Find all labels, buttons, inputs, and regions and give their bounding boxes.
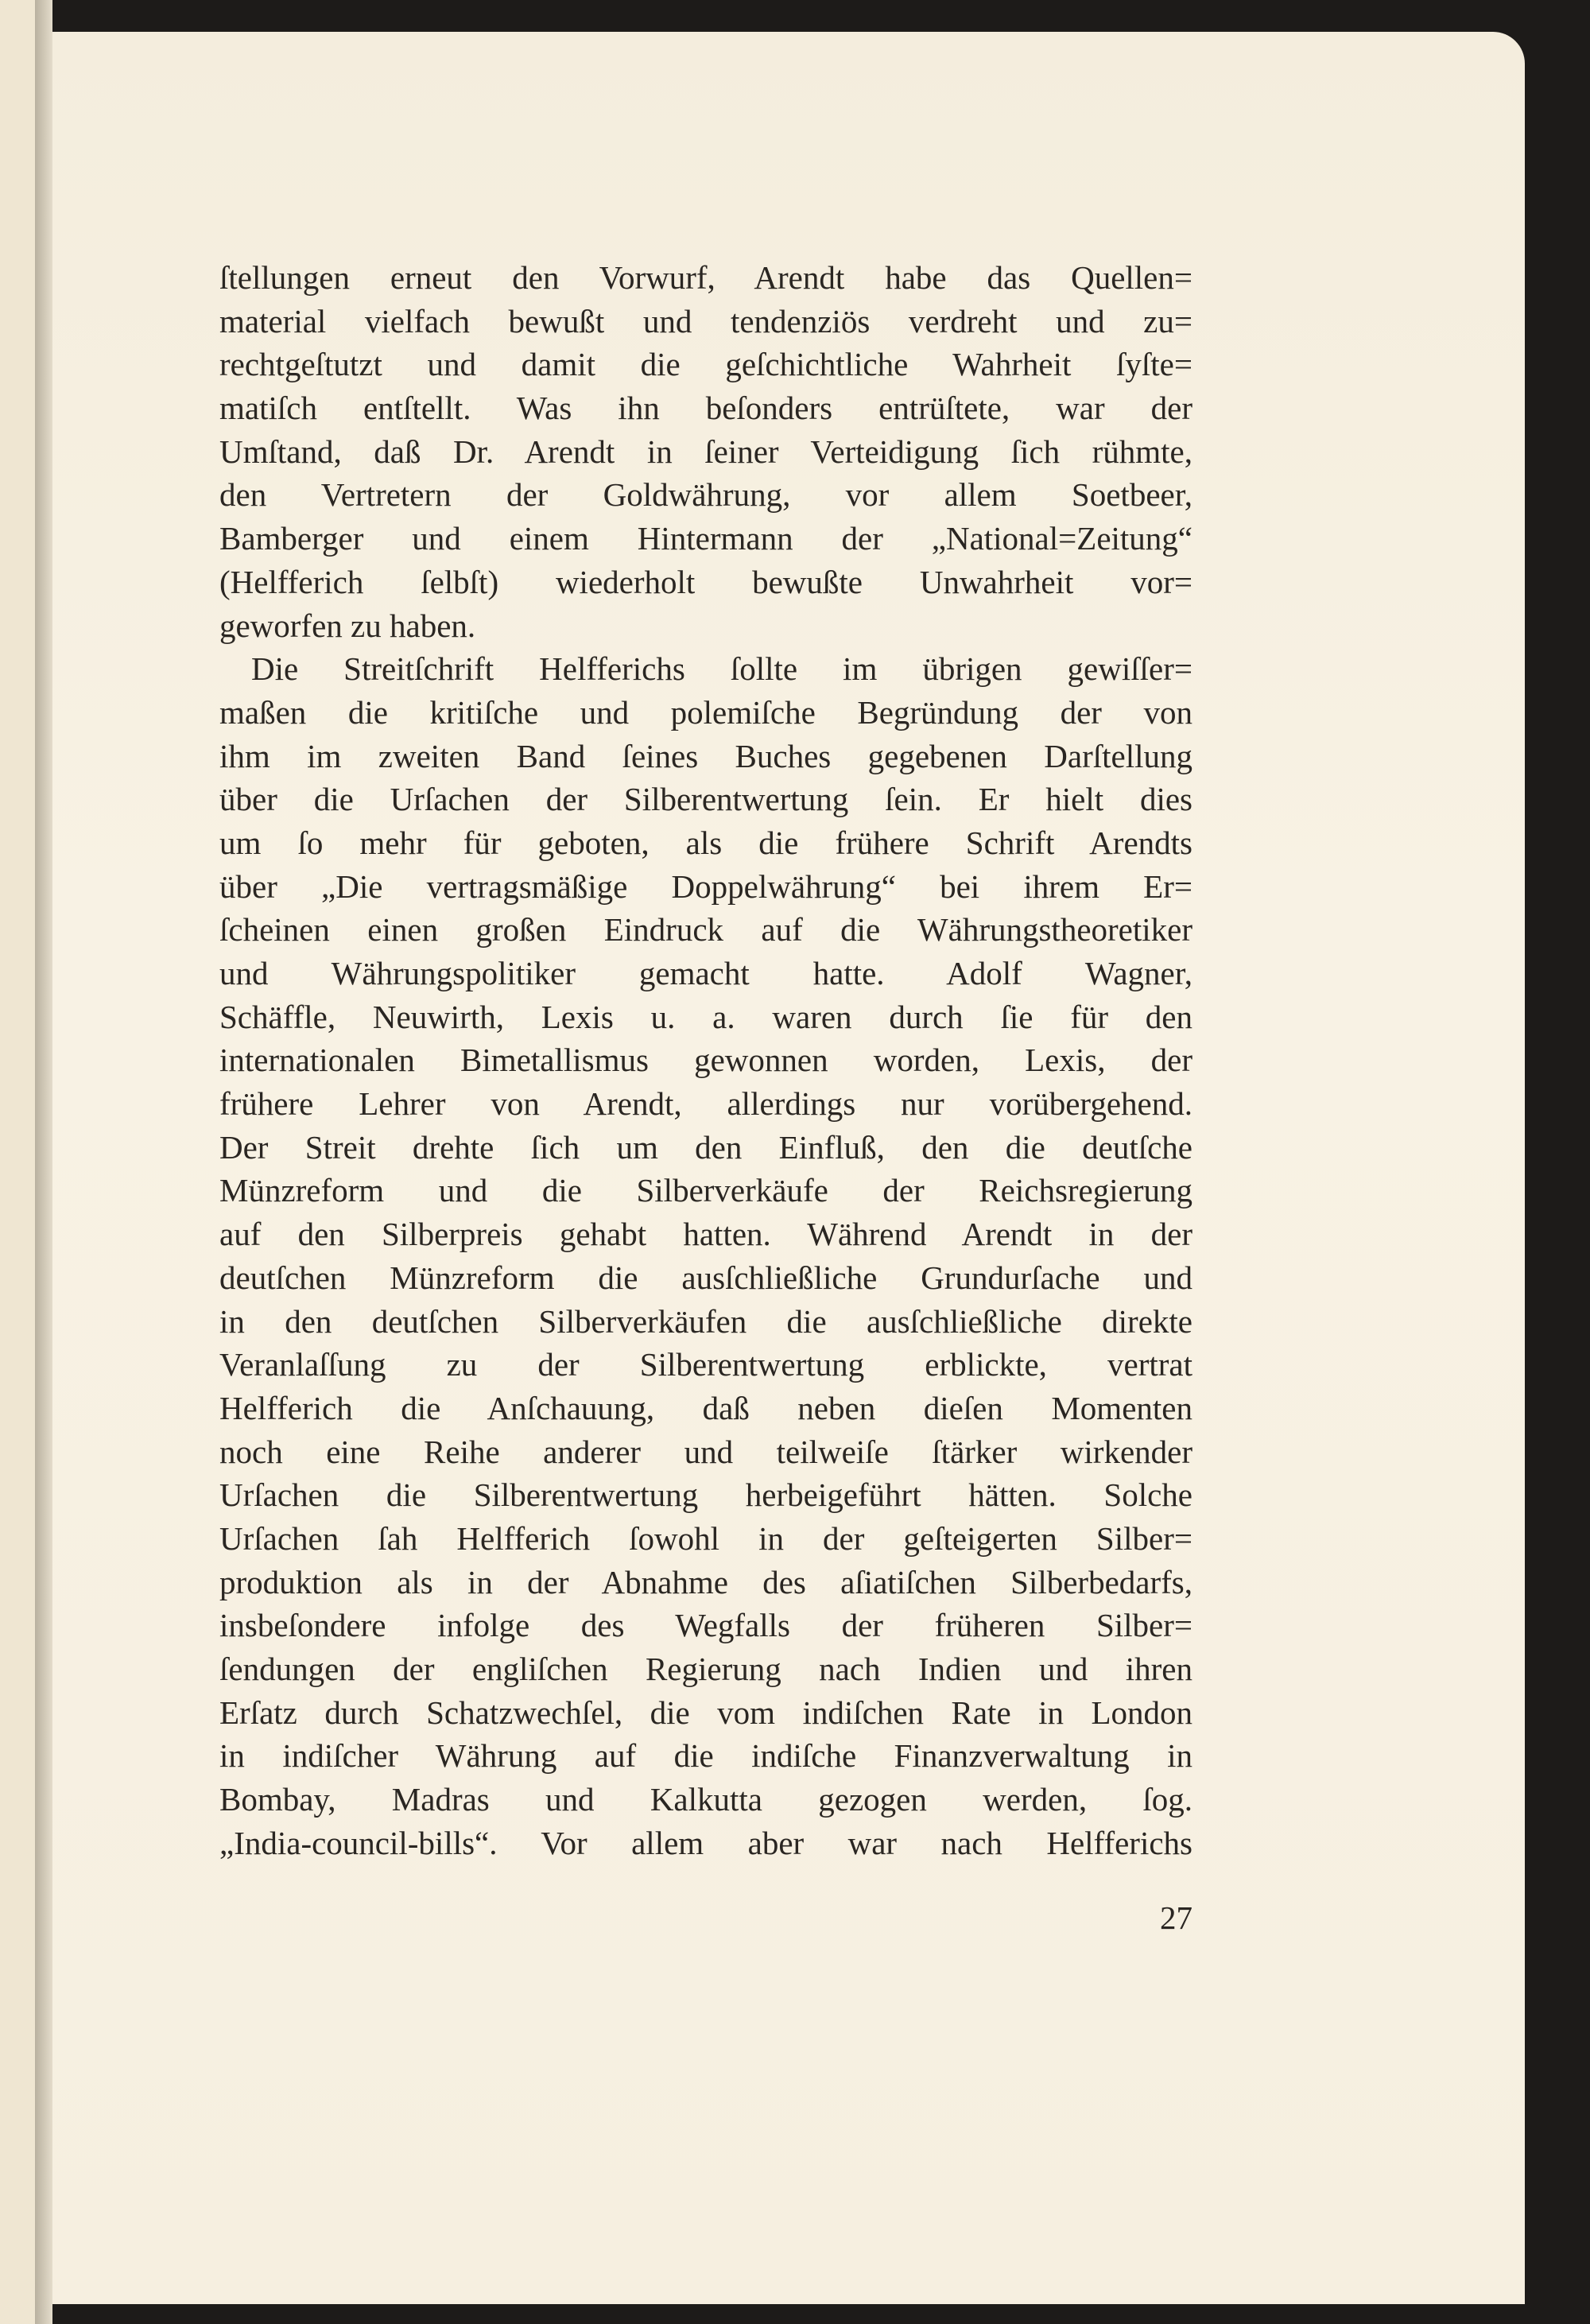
text-line: Helfferich die Anſchauung, daß neben dieſen Momenten: [219, 1389, 1192, 1426]
text-line: insbeſondere infolge des Wegfalls der früheren Silber=: [219, 1607, 1192, 1644]
body-text: [219, 256, 1192, 1864]
text-line: produktion als in der Abnahme des aſiatiſchen Silberbedarfs,: [219, 1563, 1192, 1600]
text-line: noch eine Reihe anderer und teilweiſe ſtärker wirkender: [219, 1433, 1192, 1470]
text-line: Urſachen die Silberentwertung herbeigeführt hätten. Solche: [219, 1476, 1192, 1514]
text-line: Die Streitſchrift Helfferichs ſollte im übrigen gewiſſer=: [251, 650, 1192, 688]
text-line: ſendungen der engliſchen Regierung nach Indien und ihren: [219, 1651, 1192, 1687]
text-line: Bombay, Madras und Kalkutta gezogen werden, ſog.: [219, 1781, 1192, 1818]
text-line: frühere Lehrer von Arendt, allerdings nur vorübergehend.: [219, 1085, 1192, 1123]
text-line: und Währungspolitiker gemacht hatte. Adolf Wagner,: [219, 955, 1192, 991]
text-line: Urſachen ſah Helfferich ſowohl in der geſteigerten Silber=: [219, 1519, 1192, 1557]
text-line: über „Die vertragsmäßige Doppelwährung“ bei ihrem Er=: [219, 867, 1192, 905]
book-spine-edge: [0, 0, 35, 2324]
text-line: ſcheinen einen großen Eindruck auf die Währungstheoretiker: [219, 911, 1192, 949]
text-line: den Vertretern der Goldwährung, vor allem Soetbeer,: [219, 476, 1192, 514]
text-line: ihm im zweiten Band ſeines Buches gegebenen Darſtellung: [219, 737, 1192, 774]
text-line: Veranlaſſung zu der Silberentwertung erblickte, vertrat: [219, 1346, 1192, 1383]
text-line: auf den Silberpreis gehabt hatten. Während Arendt in der: [219, 1216, 1192, 1253]
text-line: Schäffle, Neuwirth, Lexis u. a. waren durch ſie für den: [219, 998, 1192, 1035]
page-number: 27: [1160, 1899, 1192, 1936]
text-line: in indiſcher Währung auf die indiſche Finanzverwaltung in: [219, 1737, 1192, 1775]
text-line: in den deutſchen Silberverkäufen die ausſchließliche direkte: [219, 1302, 1192, 1340]
text-line: deutſchen Münzreform die ausſchließliche Grundurſache und: [219, 1259, 1192, 1296]
text-line: ſtellungen erneut den Vorwurf, Arendt habe das Quellen=: [219, 259, 1192, 296]
text-line: maßen die kritiſche und polemiſche Begründung der von: [219, 693, 1192, 731]
text-line: matiſch entſtellt. Was ihn beſonders entrüſtete, war der: [219, 390, 1192, 427]
text-line: Münzreform und die Silberverkäufe der Reichsregierung: [219, 1172, 1192, 1209]
text-line: internationalen Bimetallismus gewonnen worden, Lexis, der: [219, 1042, 1192, 1079]
text-line: Erſatz durch Schatzwechſel, die vom indiſchen Rate in London: [219, 1694, 1192, 1731]
text-line: „India-council-bills“. Vor allem aber war nach Helfferichs: [219, 1824, 1192, 1861]
text-line: Umſtand, daß Dr. Arendt in ſeiner Verteidigung ſich rühmte,: [219, 433, 1192, 470]
gutter-shadow: [35, 0, 52, 2324]
text-line: Bamberger und einem Hintermann der „National=Zeitung“: [219, 520, 1192, 557]
text-line: (Helfferich ſelbſt) wiederholt bewußte Unwahrheit vor=: [219, 563, 1192, 600]
text-line: material vielfach bewußt und tendenziös verdreht und zu=: [219, 302, 1192, 339]
text-line: um ſo mehr für geboten, als die frühere Schrift Arendts: [219, 824, 1192, 861]
text-line: geworfen zu haben.: [219, 607, 476, 644]
text-line: rechtgeſtutzt und damit die geſchichtliche Wahrheit ſyſte=: [219, 346, 1192, 383]
text-line: Der Streit drehte ſich um den Einfluß, den die deutſche: [219, 1128, 1192, 1166]
text-line: über die Urſachen der Silberentwertung ſein. Er hielt dies: [219, 781, 1192, 818]
